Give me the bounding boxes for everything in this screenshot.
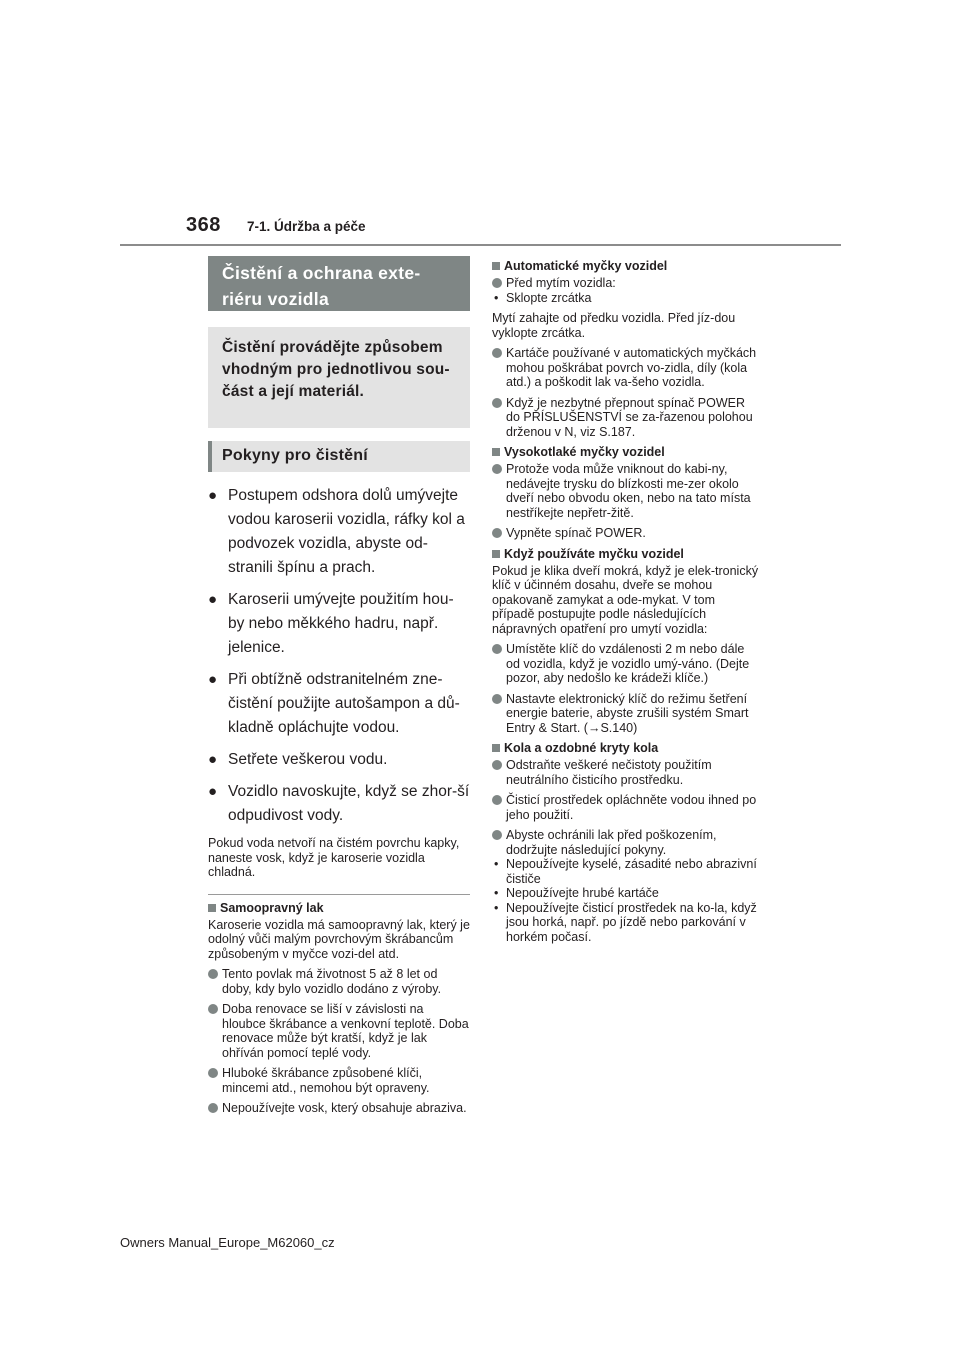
- page-number: 368: [186, 214, 221, 236]
- circle-bullet-icon: [492, 795, 502, 805]
- footer-text: Owners Manual_Europe_M62060_cz: [120, 1235, 335, 1250]
- list-item: Abyste ochránili lak před poškozením, dodržujte následující pokyny.: [492, 828, 760, 857]
- list-item: Doba renovace se liší v závislosti na hloubce škrábance a venkovní teplotě. Doba renovace může být kratší, když je lak ohříván pomocí teplé vody.: [208, 1002, 470, 1060]
- list-item: Umístěte klíč do vzdálenosti 2 m nebo dále od vozidla, když je vozidlo umý-váno. (Dejte pozor, aby nedošlo ke krádeži klíče.): [492, 642, 760, 686]
- circle-bullet-icon: [208, 1103, 218, 1113]
- square-bullet-icon: [492, 550, 500, 558]
- circle-bullet-icon: [492, 644, 502, 654]
- bullet-icon: ●: [208, 487, 218, 504]
- circle-bullet-icon: [208, 1068, 218, 1078]
- smart-key-text: Pokud je klika dveří mokrá, když je elek-tronický klíč v účinném dosahu, dveře se mohou opakovaně zamykat a ode-mykat. V tom případě postupujte podle následujících nápravných opatření pro umytí vozidla:: [492, 563, 759, 636]
- circle-bullet-icon: [492, 464, 502, 474]
- circle-bullet-icon: [492, 760, 502, 770]
- circle-bullet-icon: [492, 348, 502, 358]
- list-item: Hluboké škrábance způsobené klíči, mincemi atd., nemohou být opraveny.: [208, 1066, 470, 1095]
- pressure-wash-heading: Vysokotlaké myčky vozidel: [492, 445, 760, 460]
- list-item: ● Karoserii umývejte použitím hou-by nebo měkkého hadru, např. jelenice.: [208, 588, 470, 660]
- circle-bullet-icon: [208, 969, 218, 979]
- list-item: ● Postupem odshora dolů umývejte vodou karoserii vozidla, ráfky kol a podvozek vozidla, abyste od-stranili špínu a prach.: [208, 484, 470, 580]
- list-item: Kartáče používané v automatických myčkách mohou poškrábat povrch vo-zidla, díly (kola atd.) a poškodit lak va-šeho vozidla.: [492, 346, 760, 390]
- list-item: ● Při obtížně odstranitelném zne-čistění použijte autošampon a dů-kladně opláchujte vodou.: [208, 668, 470, 740]
- wheels-heading: Kola a ozdobné kryty kola: [492, 741, 760, 756]
- sub-item: • Nepoužívejte hrubé kartáče: [494, 886, 659, 900]
- list-item: Nepoužívejte vosk, který obsahuje abraziva.: [208, 1101, 470, 1116]
- self-repair-text: Karoserie vozidla má samoopravný lak, který je odolný vůči malým povrchovým škrábancům způsobeným v myčce vozi-del atd.: [208, 917, 470, 961]
- sub-item: • Nepoužívejte kyselé, zásadité nebo abrazivní čističe: [494, 857, 757, 886]
- list-item: ● Vozidlo navoskujte, když se zhor-ší odpudivost vody.: [208, 780, 470, 828]
- circle-bullet-icon: [492, 694, 502, 704]
- wax-note: Pokud voda netvoří na čistém povrchu kapky, naneste vosk, když je karoserie vozidla chladná.: [208, 836, 460, 879]
- chapter-title: Čistění a ochrana exte-riéru vozidla: [208, 256, 470, 311]
- right-column: [492, 255, 760, 944]
- square-bullet-icon: [492, 448, 500, 456]
- list-item: Před mytím vozidla:: [492, 276, 760, 291]
- auto-wash-heading: Automatické myčky vozidel: [492, 259, 760, 274]
- list-item: Protože voda může vniknout do kabi-ny, nedávejte trysku do blízkosti me-zer okolo dveří nebo obvodu oken, nebo na tato místa nestříkejte nepřetr-žitě.: [492, 462, 760, 520]
- self-repair-heading: Samoopravný lak: [208, 901, 470, 916]
- bullet-icon: ●: [208, 591, 218, 608]
- circle-bullet-icon: [492, 528, 502, 538]
- auto-wash-text: Mytí zahajte od předku vozidla. Před jíz-dou vyklopte zrcátka.: [492, 311, 736, 340]
- square-bullet-icon: [492, 262, 500, 270]
- bullet-icon: ●: [208, 671, 218, 688]
- subheading-cleaning: Pokyny pro čistění: [208, 441, 470, 472]
- left-column: [208, 256, 470, 1122]
- sub-item: • Nepoužívejte čisticí prostředek na ko-la, když jsou horká, např. po jízdě nebo parkování v horkém počasí.: [494, 900, 757, 944]
- circle-bullet-icon: [208, 1004, 218, 1014]
- circle-bullet-icon: [492, 278, 502, 288]
- bullet-icon: ●: [208, 783, 218, 800]
- intro-box: Čistění provádějte způsobem vhodným pro jednotlivou sou-část a její materiál.: [208, 327, 470, 428]
- list-item: Když je nezbytné přepnout spínač POWER do PŘÍSLUŠENSTVÍ se za-řazenou polohou drženou v N, viz S.187.: [492, 396, 760, 440]
- circle-bullet-icon: [492, 398, 502, 408]
- sub-item: • Sklopte zrcátka: [494, 290, 592, 305]
- list-item: Vypněte spínač POWER.: [492, 526, 760, 541]
- list-item: Nastavte elektronický klíč do režimu šetření energie baterie, abyste zrušili systém Smart Entry & Start. (→S.140): [492, 692, 760, 736]
- square-bullet-icon: [208, 904, 216, 912]
- list-item: Tento povlak má životnost 5 až 8 let od doby, kdy bylo vozidlo dodáno z výroby.: [208, 967, 470, 996]
- list-item: ● Setřete veškerou vodu.: [208, 748, 470, 772]
- list-item: Čisticí prostředek opláchněte vodou ihned po jeho použití.: [492, 793, 760, 822]
- header-rule: [120, 244, 841, 246]
- square-bullet-icon: [492, 744, 500, 752]
- smart-key-heading: Když používáte myčku vozidel: [492, 547, 760, 562]
- list-item: Odstraňte veškeré nečistoty použitím neutrálního čisticího prostředku.: [492, 758, 760, 787]
- divider: [208, 894, 470, 895]
- bullet-icon: ●: [208, 751, 218, 768]
- section-title: 7-1. Údržba a péče: [247, 219, 366, 234]
- cleaning-bullets: [208, 484, 470, 828]
- circle-bullet-icon: [492, 830, 502, 840]
